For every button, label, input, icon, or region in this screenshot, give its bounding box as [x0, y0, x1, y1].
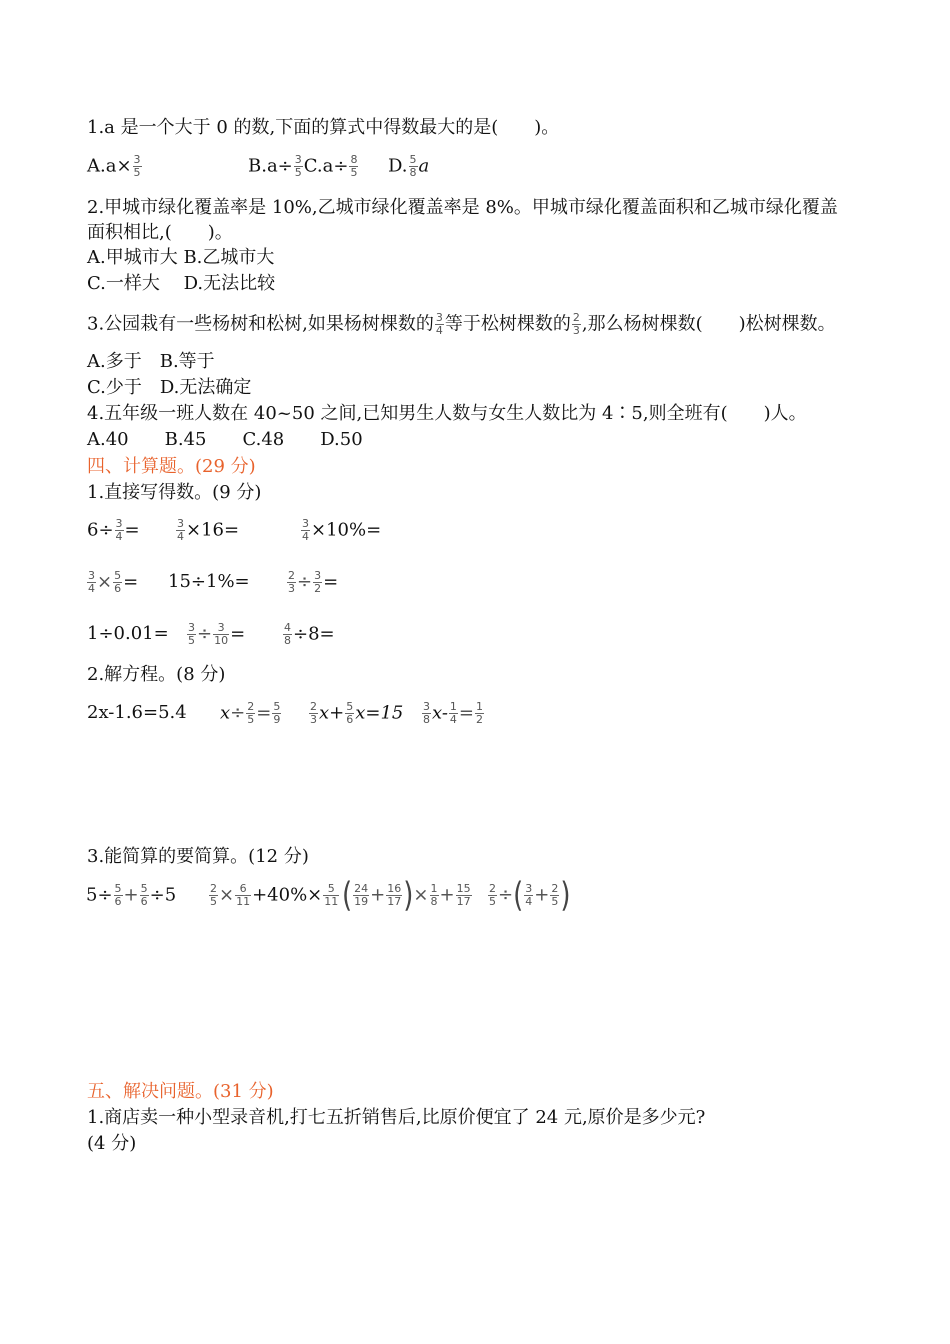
s5-p1-line1: 1.商店卖一种小型录音机,打七五折销售后,比原价便宜了 24 元,原价是多少元? [87, 1107, 706, 1128]
s4-r2c1: $\frac{3}{4}$ × $\frac{5}{6}$ = [88, 569, 139, 595]
q1-opt-b: B.a÷ [248, 155, 293, 177]
s4-e4: $\frac{2}{5}$ ÷( $\frac{3}{4}$ + $\frac{2}{5}$ ) [489, 876, 571, 915]
q3-frac2: $\frac{2}{3}$ [572, 311, 580, 337]
q1-opt-a-frac: $\frac{3}{5}$ [133, 153, 141, 179]
q4-options: A.40 B.45 C.48 D.50 [87, 429, 363, 450]
q3-frac1: $\frac{3}{4}$ [435, 311, 443, 337]
s4-r3c2: $\frac{3}{5}$ ÷ $\frac{3}{10}$ = [188, 621, 246, 647]
s4-e1: 5÷ $\frac{5}{6}$ + $\frac{5}{6}$ ÷5 [86, 882, 177, 908]
s4-eq1: 2x-1.6=5.4 [87, 702, 187, 723]
q1-opt-d: D. $\frac{5}{8}$ a [388, 153, 430, 179]
q3-stem: 3.公园栽有一些杨树和松树,如果杨树棵数的 $\frac{3}{4}$ 等于松树棵数的 $\frac{2}{3}$ ,那么杨树棵数( )松树棵数。 [87, 311, 836, 337]
q2-stem-line2: 面积相比,( )。 [87, 222, 233, 243]
s4-eq3: $\frac{2}{3}$ x+ $\frac{5}{6}$ x=15 [310, 700, 404, 726]
q2-options-line1: A.甲城市大 B.乙城市大 [87, 247, 275, 268]
q2-options-line2: C.一样大 D.无法比较 [87, 273, 276, 294]
q1-opt-b-frac: $\frac{3}{5}$ [294, 153, 302, 179]
s4-r3c3: $\frac{4}{8}$ ÷8= [284, 621, 335, 647]
q1-opt-bc [248, 154, 359, 179]
s4-r1c1: 6÷ $\frac{3}{4}$ = [87, 517, 140, 543]
s4-eq2: x÷ $\frac{2}{5}$ = $\frac{5}{9}$ [220, 700, 281, 726]
s4-r1c3: $\frac{3}{4}$ ×10%= [302, 517, 382, 543]
s5-p1-line2: (4 分) [87, 1133, 137, 1154]
q3-options-line2: C.少于 D.无法确定 [87, 377, 252, 398]
q1-options [87, 154, 143, 179]
q4-stem: 4.五年级一班人数在 40~50 之间,已知男生人数与女生人数比为 4∶5,则全班有( )人。 [87, 403, 807, 424]
s4-r3c1: 1÷0.01= [87, 623, 169, 644]
s4-r2c2: 15÷1%= [168, 571, 250, 592]
s4-eq4: $\frac{3}{8}$ x- $\frac{1}{4}$ = $\frac{1}{2}$ [423, 700, 484, 726]
s4-e3: ( $\frac{24}{19}$ + $\frac{16}{17}$ )× $\frac{1}{8}$ + $\frac{15}{17}$ [342, 876, 471, 915]
s4-r2c3: $\frac{2}{3}$ ÷ $\frac{3}{2}$ = [288, 569, 339, 595]
q1-opt-c-frac: $\frac{8}{5}$ [350, 153, 358, 179]
q1-stem: 1.a 是一个大于 0 的数,下面的算式中得数最大的是( )。 [87, 117, 560, 138]
s4-r1c2: $\frac{3}{4}$ ×16= [177, 517, 240, 543]
s4-p1-title: 1.直接写得数。(9 分) [87, 482, 262, 503]
q1-opt-c: C.a÷ [303, 155, 349, 177]
s4-e2: $\frac{2}{5}$ × $\frac{6}{11}$ +40%× $\frac{5}{11}$ [210, 882, 339, 908]
q1-opt-a: A.a× [87, 155, 132, 177]
q1-opt-d-frac: $\frac{5}{8}$ [409, 153, 417, 179]
section5-title: 五、解决问题。(31 分) [87, 1081, 274, 1102]
q3-options-line1: A.多于 B.等于 [87, 351, 215, 372]
section4-title: 四、计算题。(29 分) [87, 456, 256, 477]
s4-p3-title: 3.能简算的要简算。(12 分) [87, 846, 309, 867]
s4-p2-title: 2.解方程。(8 分) [87, 664, 226, 685]
q2-stem-line1: 2.甲城市绿化覆盖率是 10%,乙城市绿化覆盖率是 8%。甲城市绿化覆盖面积和乙城市绿化覆盖 [87, 197, 838, 218]
